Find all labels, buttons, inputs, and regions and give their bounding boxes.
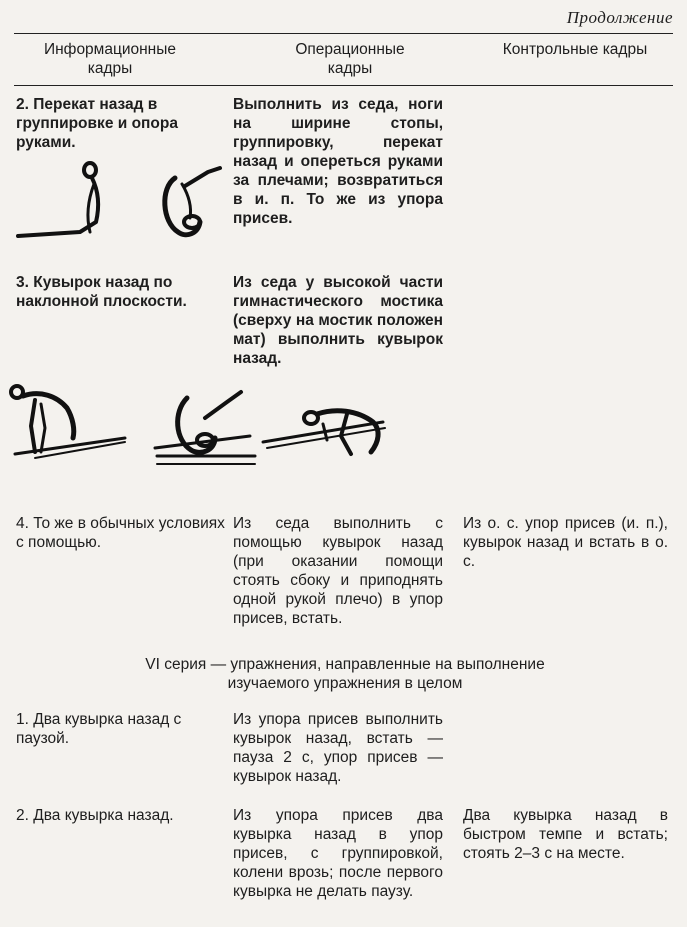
row-3-operation: Из седа у высокой части гимнастического мостика (сверху на мостик положен мат) выполнить кувырок назад. <box>233 274 443 367</box>
row-2-operation: Выполнить из седа, ноги на ширине стопы, группировку, перекат назад и опереться руками за плечами; возвратиться в и. п. То же из упора присев. <box>233 96 443 227</box>
series-row-1-info: 1. Два кувырка назад с паузой. <box>16 711 182 747</box>
continuation-label: Продолжение <box>566 8 673 27</box>
row-3-info: 3. Кувырок назад по наклонной плоскости. <box>16 274 187 310</box>
header-control-frames: Контрольные кадры <box>502 41 648 58</box>
header-bottom-rule <box>14 85 673 86</box>
header-operation-frames: Операционные кадры <box>295 41 405 77</box>
header-info-frames: Информационные кадры <box>43 41 176 77</box>
row-4-control: Из о. с. упор присев (и. п.), кувырок назад и встать в о. с. <box>463 515 668 570</box>
row-4-operation: Из седа выполнить с помощью кувырок назад (при оказании помощи стоять сбоку и приподнять одной рукой плечо) в упор присев, встать. <box>233 515 443 627</box>
series-row-1-operation: Из упора присев выполнить кувырок назад, встать — пауза 2 с, упор присев — кувырок назад. <box>233 711 443 785</box>
rollback-figures-illustration <box>10 160 230 250</box>
series-row-2-operation: Из упора присев два кувырка назад в упор присев, с группировкой, колени врозь; после первого кувырка не делать паузу. <box>233 807 443 900</box>
series-row-2-info: 2. Два кувырка назад. <box>16 807 174 824</box>
row-4-info: 4. То же в обычных условиях с помощью. <box>16 515 225 551</box>
incline-roll-figures-illustration <box>5 378 405 478</box>
series-title: VI серия — упражнения, направленные на выполнение изучаемого упражнения в целом <box>145 656 545 692</box>
series-row-2-control: Два кувырка назад в быстром темпе и встать; стоять 2–3 с на месте. <box>463 807 668 862</box>
row-2-info: 2. Перекат назад в группировке и опора руками. <box>16 96 178 151</box>
table-top-rule <box>14 33 673 34</box>
